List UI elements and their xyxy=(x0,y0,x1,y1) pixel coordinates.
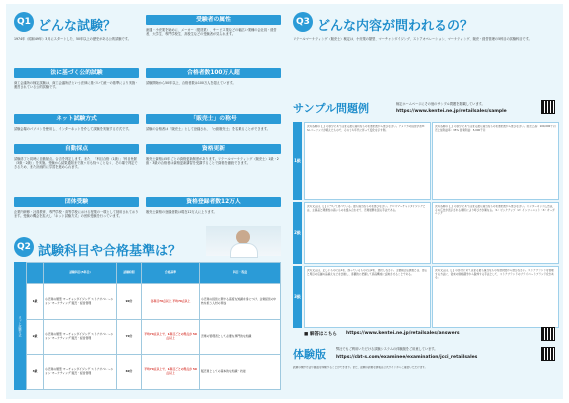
section-text: 試験会場のパソコンを使用し、インターネットを介して試験を実施する方式です。 xyxy=(14,127,132,131)
question-box xyxy=(432,122,559,200)
trial-link[interactable]: https://cbt-s.com/examinee/examination/jcci_retailsales xyxy=(336,355,478,360)
person-photo xyxy=(206,226,281,256)
time-cell: 70分 xyxy=(117,319,142,354)
section-text: 試験開始から50年以上、合格者数は100万人を超えています。 xyxy=(146,81,236,85)
section-text: 販売士資格の登録者数は現在12万人に上ります。 xyxy=(146,210,217,214)
q2-badge: Q2 xyxy=(14,237,34,257)
q3-title: どんな内容が問われるの？ xyxy=(317,19,474,34)
subject-header: 試験科目(5科目) xyxy=(44,263,117,284)
section-heading: 資格更新 xyxy=(146,144,281,154)
question-text: 次の文章は、【 】について述べている。最も適当なものを選びなさい。クロスマーチャンダイジングとは、主商品と関連性の高いものを組み合わせて、売場展開を図る手法である。 xyxy=(307,205,426,212)
time-cell: 90分 xyxy=(117,284,142,319)
pass-cell: 平均70点以上で、1科目ごとの得点が 50点以上 xyxy=(142,354,200,389)
desc-header: 科目・程度 xyxy=(200,263,281,284)
table-row xyxy=(27,284,281,319)
pass-cell: 各科目70点以上 平均70点以上 xyxy=(142,284,200,319)
section-text: 流通・小売業を始めに、メーカー（製造業）、サービス業などの幅広い業種の会社員・経営者、大学生、専門学校生、高校生などの受験者が見られます。 xyxy=(146,28,277,37)
level-tab: 1級 xyxy=(293,122,302,200)
trial-title: 体験版 xyxy=(293,348,326,361)
time-cell: 60分 xyxy=(117,354,142,389)
brochure-page xyxy=(6,4,563,399)
person-body-icon xyxy=(230,243,258,258)
level-tab: 2級 xyxy=(293,202,302,264)
qr-code-icon[interactable] xyxy=(541,327,555,341)
section-text: 試験終了と同時に自動採点。合否を判定します。また、「科目合格（1級）」「科目免除（3級・2級）」を実施。受験から結果通知まで数ヶ月も待つことなく、その場で判定できるため、また計画的に学習を進められます。 xyxy=(14,157,138,170)
pass-cell: 平均70点以上で、1科目ごとの得点が 50点以上 xyxy=(142,319,200,354)
question-text: 次の各問の【 】の部分にあてはまる最も適切なものを選択肢から選びなさい。アメリカの経営学者Ｗ.Ｍ.パーソンズが唱えたもので、そのうち年代に伴って変化を示す例。 xyxy=(307,125,426,132)
subjects-table-wrap xyxy=(14,262,281,390)
q1-title: どんな試験？ xyxy=(38,19,117,34)
q1-intro: 1974年（昭和49年）3月にスタートした、50年以上の歴史がある公的試験です。 xyxy=(14,37,131,41)
section-heading: 団体受験 xyxy=(14,197,139,207)
question-box xyxy=(304,202,431,264)
table-row xyxy=(27,354,281,389)
section-heading: 「販売士」の称号 xyxy=(146,114,281,124)
level-header xyxy=(27,263,44,284)
section-text: 商工会議所の検定試験は、商工会議所法という法律に基づいて統一の基準により実施・運営されている公的試験です。 xyxy=(14,81,139,90)
pass-header: 合格基準 xyxy=(142,263,200,284)
section-heading: 資格登録者数12万人 xyxy=(146,197,281,207)
question-box xyxy=(432,202,559,264)
footer-text: 試験の操作方法や画面を体験することができます。また、試験の詳細な情報は公式サイトからご確認いただけます。 xyxy=(293,366,428,369)
table-header-row xyxy=(27,263,281,284)
question-text: 次の文章は、正しいものには1を、誤っているものには2を、選択しなさい。主要競合店調査とは、自店と周辺の店舗の品揃えなどを比較し、客観的に把握して商品構成に反映させることである。 xyxy=(307,269,428,276)
section-heading: ネット試験方式 xyxy=(14,114,139,124)
q3-badge: Q3 xyxy=(293,12,313,32)
section-text: 販売士資格は5年ごとの資格更新制度があります。リテールマーケティング（販売士）1級・2級・3級の合格者は資格更新講習を受講することで資格を継続できます。 xyxy=(146,157,279,166)
person-head-icon xyxy=(236,230,250,244)
desc-cell: 小売業の経営に関する高度な知識を身につけ、企業経営の中核を担う人材の育成 xyxy=(200,284,281,319)
sample-title: サンプル問題例 xyxy=(293,102,370,115)
section-heading: 自動採点 xyxy=(14,144,139,154)
q1-badge: Q1 xyxy=(14,12,34,32)
question-text: 次の各問の【 】の部分にあてはまる最も適当なものを選択肢から選びなさい。総売上高：100,000千円 売上総利益率：35% 営業利益：5,000千円 xyxy=(435,125,556,132)
subject-cell: 小売業の類型 マーチャンダイジング ストアオペレーション マーケティング 販売・経営管理 xyxy=(44,354,117,389)
time-header: 試験時間 xyxy=(117,263,142,284)
answers-link[interactable]: https://www.kentei.ne.jp/retailsales/answers xyxy=(346,331,460,336)
level-cell: 3級 xyxy=(27,354,44,389)
trial-text: 弊社でもご利用いただける試験システムの体験版をご用意しています。 xyxy=(336,347,438,351)
q3-intro: リテールマーケティング（販売士）検定は、小売業の類型、マーチャンダイジング、ストアオペレーション、マーケティング、販売・経営管理の5科目の試験科目です。 xyxy=(293,37,532,41)
level-tab: 3級 xyxy=(293,266,302,328)
subjects-table xyxy=(26,262,281,390)
table-row xyxy=(27,319,281,354)
question-box xyxy=(304,122,431,200)
level-cell: 1級 xyxy=(27,284,44,319)
method-label: ネット試験方式 xyxy=(14,262,26,390)
desc-cell: 販売員としての基本的な知識・技能 xyxy=(200,354,281,389)
answers-label: ■ 解答はこちら xyxy=(304,332,337,337)
section-text: 試験の合格者は「販売士」として登録され、「○級販売士」を名乗ることができます。 xyxy=(146,127,270,131)
qr-code-icon[interactable] xyxy=(541,100,555,114)
section-text: 企業内研修・社員教育、専門学校・高等学校における授業の一環として採用されております。受験の機会を拡大し「ネット試験方式」の団体受験を行っています。 xyxy=(14,210,139,219)
subject-cell: 小売業の類型 マーチャンダイジング ストアオペレーション マーケティング 販売・経営管理 xyxy=(44,284,117,319)
qr-code-icon[interactable] xyxy=(541,347,555,361)
section-heading: 法に基づく公的試験 xyxy=(14,68,139,78)
section-heading: 合格者数100万人超 xyxy=(146,68,281,78)
subject-cell: 小売業の類型 マーチャンダイジング ストアオペレーション マーケティング 販売・経営管理 xyxy=(44,319,117,354)
question-text: 次の文章は、【 】の部分にあてはまる最も適当なものを選択肢から選びなさい。ストアブランドを管理する方法に、従来の価格競争から脱却する手法として、ストアブランドのプライベートブランド化がある。 xyxy=(435,269,555,280)
question-box xyxy=(304,266,431,328)
level-cell: 2級 xyxy=(27,319,44,354)
question-text: 次の各問の【 】の部分にあてはまる最も適当なものを選択肢から選びなさい。インターネット広告は、その広告が表示される場所により呼び方が異なる。（1）ピックアップ（2）インフィニット（3）オーガニック xyxy=(435,205,555,216)
sample-note: 検定ホームページにその他のサンプル問題を掲載しています。 xyxy=(396,102,485,106)
q2-title: 試験科目や合格基準は？ xyxy=(38,244,182,259)
question-box xyxy=(432,266,559,328)
sample-link[interactable]: https://www.kentei.ne.jp/retailsales/sample xyxy=(396,109,507,114)
section-heading: 受験者の属性 xyxy=(146,15,281,25)
desc-cell: 売場の管理者として必要な専門的な知識 xyxy=(200,319,281,354)
